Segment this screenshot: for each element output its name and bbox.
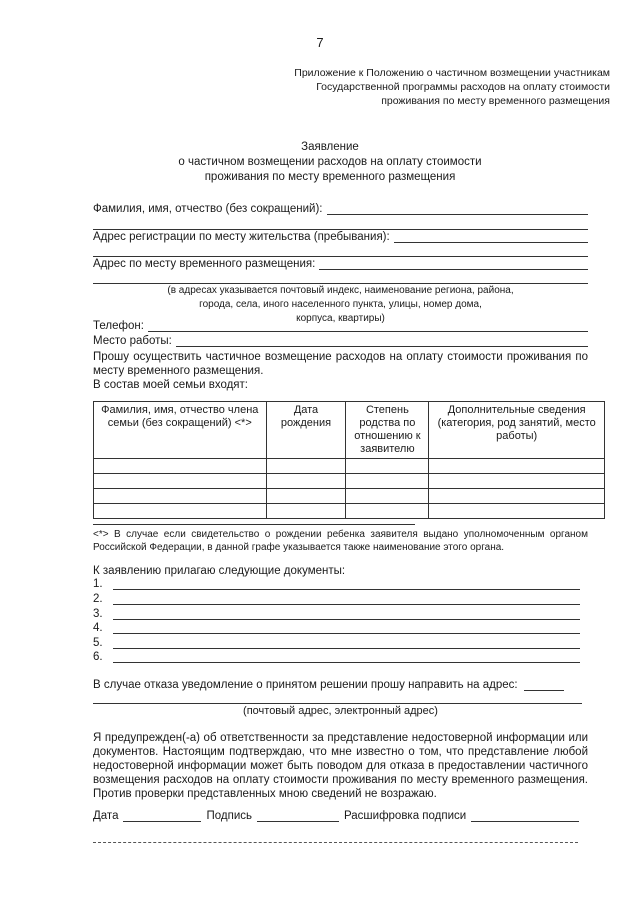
document-number: 6. [93,651,103,663]
document-number: 3. [93,608,103,620]
family-table-header [94,402,605,459]
footnote: <*> В случае если свидетельство о рождении ребенка заявителя выдано уполномоченным органом Российской Федерации, в данной графе указывается также наименование этого органа. [93,529,588,553]
table-cell[interactable] [346,474,429,489]
document-field[interactable] [113,578,580,590]
table-cell[interactable] [266,474,346,489]
full-name-field[interactable] [327,203,588,215]
table-cell[interactable] [429,474,605,489]
registration-address-row [93,231,588,243]
page-number: 7 [316,35,324,50]
document-number: 4. [93,622,103,634]
table-cell[interactable] [429,489,605,504]
document-field[interactable] [113,622,580,634]
decode-label: Расшифровка подписи [343,810,467,822]
workplace-field[interactable] [176,335,588,347]
footnote-divider [93,524,415,525]
date-field[interactable] [123,810,201,822]
appendix-line: проживания по месту временного размещения [381,95,610,107]
col-header-name: Фамилия, имя, отчество члена семьи (без сокращений) <*> [94,402,267,459]
address-hint-line: корпуса, квартиры) [296,313,385,324]
request-text: Прошу осуществить частичное возмещение расходов на оплату стоимости проживания по месту временного размещения. [93,351,588,377]
phone-row [93,320,588,332]
address-hint-line: города, села, иного населенного пункта, улицы, номер дома, [199,299,482,310]
appendix-line: Приложение к Положению о частичном возмещении участникам [294,67,610,79]
address-hint-line: (в адресах указывается почтовый индекс, наименование региона, района, [167,285,514,296]
document-field[interactable] [113,651,580,663]
temp-address-field[interactable] [319,258,588,270]
table-cell[interactable] [266,504,346,519]
form-title [0,140,640,185]
date-label: Дата [93,810,119,822]
col-header-extra: Дополнительные сведения (категория, род занятий, место работы) [429,402,605,459]
table-cell[interactable] [346,459,429,474]
table-row [94,474,605,489]
document-row [93,608,580,620]
table-cell[interactable] [266,489,346,504]
full-name-row [93,203,588,215]
refusal-address-field[interactable] [524,679,564,691]
registration-address-label: Адрес регистрации по месту жительства (пребывания): [93,231,390,243]
warning-text: Я предупрежден(-а) об ответственности за представление недостоверной информации или документов. Настоящим подтверждаю, что мне известно о том, что представление любой недостоверной информации может быть поводом для отказа в предоставлении частичного возмещения расходов на оплату стоимости проживания по месту временного размещения. Против проверки представленных мною сведений не возражаю. [93,732,588,800]
table-cell[interactable] [346,504,429,519]
title-line: Заявление [301,141,359,153]
refusal-row [93,679,588,691]
col-header-birthdate: Дата рождения [266,402,346,459]
full-name-label: Фамилия, имя, отчество (без сокращений): [93,203,323,215]
appendix-line: Государственной программы расходов на оплату стоимости [316,81,610,93]
refusal-label: В случае отказа уведомление о принятом решении прошу направить на адрес: [93,679,518,691]
table-row [94,489,605,504]
table-cell[interactable] [429,504,605,519]
table-row [94,504,605,519]
document-field[interactable] [113,593,580,605]
document-number: 1. [93,578,103,590]
signature-row [93,810,588,822]
table-row [94,459,605,474]
title-line: проживания по месту временного размещения [204,171,456,183]
table-cell[interactable] [266,459,346,474]
table-cell[interactable] [94,504,267,519]
table-cell[interactable] [94,459,267,474]
document-row [93,651,580,663]
document-row [93,578,580,590]
decode-field[interactable] [471,810,579,822]
refusal-address-line-2[interactable] [93,703,582,704]
temp-address-label: Адрес по месту временного размещения: [93,258,316,270]
table-cell[interactable] [94,474,267,489]
refusal-hint: (почтовый адрес, электронный адрес) [243,705,438,717]
full-name-line-2[interactable] [93,229,588,230]
table-cell[interactable] [429,459,605,474]
document-number: 5. [93,637,103,649]
document-row [93,593,580,605]
appendix-note [250,66,610,108]
family-table [93,401,605,519]
workplace-row [93,335,588,347]
document-number: 2. [93,593,103,605]
documents-intro: К заявлению прилагаю следующие документы: [93,565,346,577]
phone-label: Телефон: [93,320,144,332]
family-intro: В состав моей семьи входят: [93,379,248,391]
col-header-relation: Степень родства по отношению к заявителю [346,402,429,459]
document-field[interactable] [113,608,580,620]
phone-field[interactable] [148,320,588,332]
document-row [93,637,580,649]
signature-field[interactable] [257,810,339,822]
temp-address-row [93,258,588,270]
signature-label: Подпись [206,810,252,822]
bottom-dashed-line [93,842,578,843]
workplace-label: Место работы: [93,335,172,347]
registration-address-field[interactable] [394,231,588,243]
table-cell[interactable] [346,489,429,504]
title-line: о частичном возмещении расходов на оплату стоимости [178,156,482,168]
table-cell[interactable] [94,489,267,504]
document-field[interactable] [113,637,580,649]
registration-address-line-2[interactable] [93,256,588,257]
document-row [93,622,580,634]
